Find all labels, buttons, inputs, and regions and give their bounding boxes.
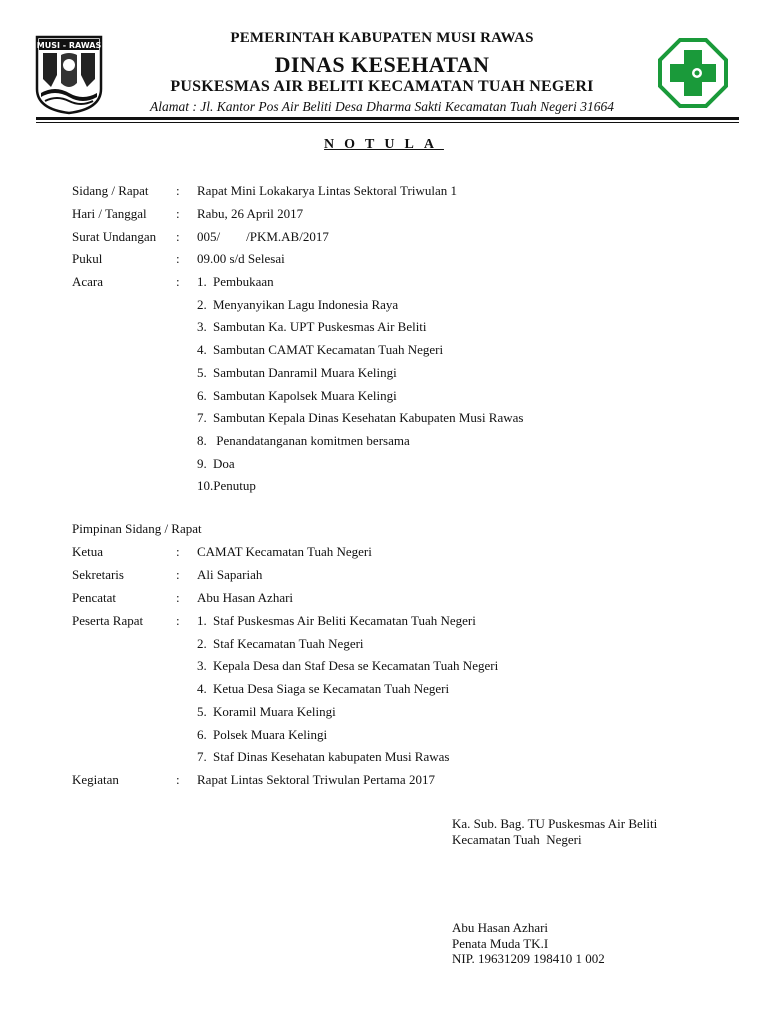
agenda-list [197, 271, 523, 498]
participant-item [197, 655, 498, 678]
signatory-name: Abu Hasan Azhari [452, 920, 549, 935]
agenda-item [197, 271, 523, 294]
participant-item-text: Koramil Muara Kelingi [213, 703, 336, 719]
participant-item-text: Staf Kecamatan Tuah Negeri [213, 635, 364, 651]
chair-colon: : [176, 544, 180, 559]
secretary-value: Ali Sapariah [197, 567, 263, 582]
agenda-item [197, 430, 523, 453]
participant-item-text: Kepala Desa dan Staf Desa se Kecamatan Tuah Negeri [213, 658, 499, 674]
agenda-item [197, 362, 523, 385]
invitation-label: Surat Undangan [72, 229, 157, 244]
participants-list [197, 610, 498, 769]
signatory-nip: NIP. 19631209 198410 1 002 [452, 951, 605, 967]
leadership-heading: Pimpinan Sidang / Rapat [72, 521, 202, 536]
participant-item [197, 724, 498, 747]
date-label: Hari / Tanggal [72, 206, 147, 221]
meeting-value: Rapat Mini Lokakarya Lintas Sektoral Triwulan 1 [197, 183, 457, 198]
invitation-value: 005/ /PKM.AB/2017 [197, 229, 329, 244]
participant-item-number: 7. [197, 749, 207, 765]
invitation-colon: : [176, 229, 180, 244]
participant-item-text: Staf Puskesmas Air Beliti Kecamatan Tuah Negeri [213, 613, 476, 628]
address-line: Alamat : Jl. Kantor Pos Air Beliti Desa Dharma Sakti Kecamatan Tuah Negeri 31664 [150, 99, 614, 114]
participant-item [197, 610, 498, 633]
chair-label: Ketua [72, 544, 104, 559]
puskesmas-name: PUSKESMAS AIR BELITI KECAMATAN TUAH NEGERI [170, 78, 594, 95]
time-value: 09.00 s/d Selesai [197, 251, 285, 266]
signatory [452, 920, 605, 967]
puskesmas-cross-logo-icon [658, 38, 728, 108]
participant-item-text: Polsek Muara Kelingi [213, 726, 328, 742]
emblem-text: MUSI - RAWAS [36, 41, 102, 50]
government-name: PEMERINTAH KABUPATEN MUSI RAWAS [230, 30, 534, 46]
letterhead-divider-thin [36, 122, 739, 123]
musi-rawas-emblem-icon [35, 35, 103, 115]
agenda-item-number: 2. [197, 296, 207, 312]
agenda-item [197, 407, 523, 430]
agenda-item-number: 8. [197, 432, 207, 448]
chair-value: CAMAT Kecamatan Tuah Negeri [197, 544, 372, 559]
activity-colon: : [176, 772, 180, 787]
agenda-item [197, 316, 523, 339]
participant-item-number: 1. [197, 613, 207, 628]
signatory-rank: Penata Muda TK.I [452, 935, 549, 951]
agenda-item-number: 9. [197, 455, 207, 471]
notetaker-colon: : [176, 590, 180, 605]
agenda-item-number: 4. [197, 342, 207, 358]
date-value: Rabu, 26 April 2017 [197, 206, 304, 221]
participant-item-text: Staf Dinas Kesehatan kabupaten Musi Rawas [213, 749, 450, 765]
activity-value: Rapat Lintas Sektoral Triwulan Pertama 2017 [197, 772, 435, 787]
participant-item [197, 701, 498, 724]
activity-label: Kegiatan [72, 772, 119, 787]
agenda-item-number: 1. [197, 274, 207, 289]
participant-item-number: 5. [197, 703, 207, 719]
agenda-item-text: Penutup [213, 478, 256, 494]
secretary-colon: : [176, 567, 180, 582]
agenda-item [197, 294, 523, 317]
participants-colon: : [176, 613, 180, 628]
agenda-item-text: Pembukaan [213, 274, 274, 289]
agenda-item [197, 453, 523, 476]
agenda-item-text: Sambutan CAMAT Kecamatan Tuah Negeri [213, 342, 444, 358]
signature-position [452, 816, 657, 847]
participant-item [197, 746, 498, 769]
participant-item-text: Ketua Desa Siaga se Kecamatan Tuah Negeri [213, 681, 450, 697]
agenda-item-text: Penandatanganan komitmen bersama [213, 432, 410, 448]
document-title [0, 137, 768, 153]
notetaker-label: Pencatat [72, 590, 117, 605]
agenda-item-number: 7. [197, 410, 207, 426]
time-label: Pukul [72, 251, 103, 266]
agenda-item [197, 385, 523, 408]
secretary-label: Sekretaris [72, 567, 124, 582]
agenda-label: Acara [72, 274, 104, 289]
notetaker-value: Abu Hasan Azhari [197, 590, 294, 605]
participant-item-number: 6. [197, 726, 207, 742]
agency-name: DINAS KESEHATAN [274, 52, 490, 77]
meeting-colon: : [176, 183, 180, 198]
signature-position-line1: Ka. Sub. Bag. TU Puskesmas Air Beliti [452, 816, 658, 831]
participant-item [197, 633, 498, 656]
agenda-item [197, 339, 523, 362]
agenda-item-number: 5. [197, 364, 207, 380]
signature-position-line2: Kecamatan Tuah Negeri [452, 831, 582, 847]
participant-item-number: 3. [197, 658, 207, 674]
agenda-colon: : [176, 274, 180, 289]
meeting-label: Sidang / Rapat [72, 183, 149, 198]
agenda-item-text: Menyanyikan Lagu Indonesia Raya [213, 296, 399, 312]
date-colon: : [176, 206, 180, 221]
agenda-item [197, 475, 523, 498]
agenda-item-text: Sambutan Kapolsek Muara Kelingi [213, 387, 397, 403]
agenda-item-text: Sambutan Kepala Dinas Kesehatan Kabupaten Musi Rawas [213, 410, 524, 426]
participant-item-number: 4. [197, 681, 207, 697]
letterhead-divider [36, 117, 739, 120]
agenda-item-number: 10. [197, 478, 214, 494]
agenda-item-text: Sambutan Danramil Muara Kelingi [213, 364, 397, 380]
agenda-item-number: 6. [197, 387, 207, 403]
document-title-text: NOTULA [324, 137, 444, 152]
participant-item-number: 2. [197, 635, 207, 651]
agenda-item-number: 3. [197, 319, 207, 335]
participants-label: Peserta Rapat [72, 613, 144, 628]
participant-item [197, 678, 498, 701]
agenda-item-text: Sambutan Ka. UPT Puskesmas Air Beliti [213, 319, 427, 335]
agenda-item-text: Doa [213, 455, 235, 471]
time-colon: : [176, 251, 180, 266]
